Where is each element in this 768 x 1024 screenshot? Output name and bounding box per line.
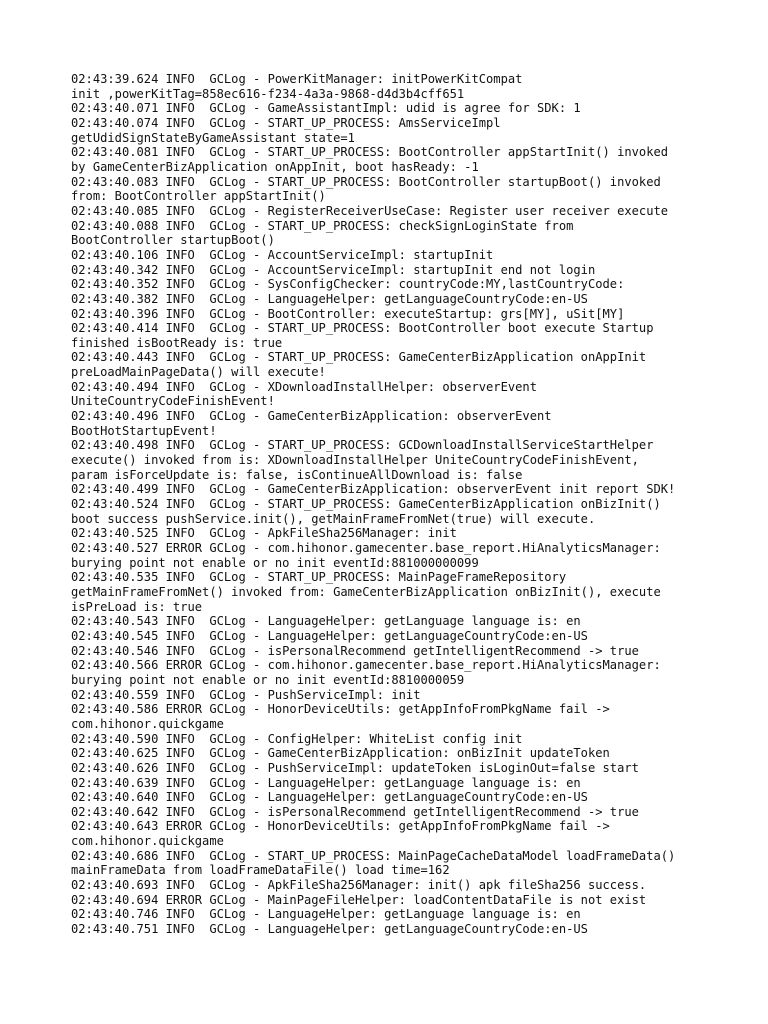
log-line: 02:43:40.639 INFO GCLog - LanguageHelper: getLanguage language is: en (71, 775, 581, 790)
log-line: 02:43:40.414 INFO GCLog - START_UP_PROCESS: BootController boot execute Startup (71, 321, 654, 336)
log-line: 02:43:40.524 INFO GCLog - START_UP_PROCESS: GameCenterBizApplication onBizInit() (71, 497, 661, 512)
log-line: 02:43:40.626 INFO GCLog - PushServiceImpl: updateToken isLoginOut=false start (71, 760, 639, 775)
log-line: 02:43:40.559 INFO GCLog - PushServiceImpl: init (71, 687, 421, 702)
log-line: init ,powerKitTag=858ec616-f234-4a3a-9868-d4d3b4cff651 (71, 86, 465, 101)
log-line: 02:43:40.640 INFO GCLog - LanguageHelper: getLanguageCountryCode:en-US (71, 790, 588, 805)
log-line: mainFrameData from loadFrameDataFile() load time=162 (71, 863, 450, 878)
log-line: 02:43:40.352 INFO GCLog - SysConfigChecker: countryCode:MY,lastCountryCode: (71, 277, 625, 292)
log-line: 02:43:40.081 INFO GCLog - START_UP_PROCESS: BootController appStartInit() invoked (71, 145, 669, 160)
log-line: preLoadMainPageData() will execute! (71, 365, 326, 380)
log-line: 02:43:40.586 ERROR GCLog - HonorDeviceUtils: getAppInfoFromPkgName fail -> (71, 702, 610, 717)
log-line: 02:43:40.543 INFO GCLog - LanguageHelper: getLanguage language is: en (71, 614, 581, 629)
log-line: 02:43:40.535 INFO GCLog - START_UP_PROCESS: MainPageFrameRepository (71, 570, 567, 585)
log-line: from: BootController appStartInit() (71, 189, 326, 204)
log-line: 02:43:40.545 INFO GCLog - LanguageHelper: getLanguageCountryCode:en-US (71, 628, 588, 643)
log-line: 02:43:40.694 ERROR GCLog - MainPageFileHelper: loadContentDataFile is not exist (71, 892, 647, 907)
log-line: 02:43:40.396 INFO GCLog - BootController: executeStartup: grs[MY], uSit[MY] (71, 306, 625, 321)
log-line: 02:43:39.624 INFO GCLog - PowerKitManager: initPowerKitCompat (71, 72, 523, 86)
log-line: 02:43:40.546 INFO GCLog - isPersonalRecommend getIntelligentRecommend -> true (71, 643, 639, 658)
log-line: burying point not enable or no init eventId:881000000099 (71, 555, 479, 570)
log-line: burying point not enable or no init eventId:8810000059 (71, 672, 465, 687)
log-line: isPreLoad is: true (71, 599, 203, 614)
log-line: getMainFrameFromNet() invoked from: GameCenterBizApplication onBizInit(), execute (71, 584, 661, 599)
log-line: 02:43:40.527 ERROR GCLog - com.hihonor.gamecenter.base_report.HiAnalyticsManager: (71, 541, 661, 555)
log-document (71, 72, 711, 937)
log-line: 02:43:40.498 INFO GCLog - START_UP_PROCESS: GCDownloadInstallServiceStartHelper (71, 438, 654, 453)
log-line: 02:43:40.643 ERROR GCLog - HonorDeviceUtils: getAppInfoFromPkgName fail -> (71, 819, 610, 834)
log-line: com.hihonor.quickgame (71, 716, 224, 731)
log-line: 02:43:40.382 INFO GCLog - LanguageHelper: getLanguageCountryCode:en-US (71, 291, 588, 306)
log-line: BootHotStartupEvent! (71, 423, 217, 438)
log-line: execute() invoked from is: XDownloadInstallHelper UniteCountryCodeFinishEvent, (71, 453, 639, 468)
log-line: 02:43:40.494 INFO GCLog - XDownloadInstallHelper: observerEvent (71, 379, 537, 394)
log-line: UniteCountryCodeFinishEvent! (71, 394, 275, 409)
log-line: 02:43:40.686 INFO GCLog - START_UP_PROCESS: MainPageCacheDataModel loadFrameData() (71, 848, 676, 863)
log-line: 02:43:40.443 INFO GCLog - START_UP_PROCESS: GameCenterBizApplication onAppInit (71, 350, 647, 365)
log-line: 02:43:40.499 INFO GCLog - GameCenterBizApplication: observerEvent init report SDK! (71, 482, 676, 497)
log-body (71, 72, 711, 937)
log-line: by GameCenterBizApplication onAppInit, boot hasReady: -1 (71, 159, 479, 174)
log-line: 02:43:40.071 INFO GCLog - GameAssistantImpl: udid is agree for SDK: 1 (71, 101, 581, 116)
log-line: param isForceUpdate is: false, isContinueAllDownload is: false (71, 467, 523, 482)
log-line: 02:43:40.642 INFO GCLog - isPersonalRecommend getIntelligentRecommend -> true (71, 804, 639, 819)
log-line: 02:43:40.106 INFO GCLog - AccountServiceImpl: startupInit (71, 247, 494, 262)
log-line: com.hihonor.quickgame (71, 834, 224, 849)
log-line: 02:43:40.746 INFO GCLog - LanguageHelper: getLanguage language is: en (71, 907, 581, 922)
log-line: 02:43:40.590 INFO GCLog - ConfigHelper: WhiteList config init (71, 731, 523, 746)
log-line: 02:43:40.566 ERROR GCLog - com.hihonor.gamecenter.base_report.HiAnalyticsManager: (71, 658, 661, 673)
log-line: 02:43:40.751 INFO GCLog - LanguageHelper: getLanguageCountryCode:en-US (71, 922, 588, 937)
log-line: 02:43:40.496 INFO GCLog - GameCenterBizApplication: observerEvent (71, 409, 552, 424)
log-line: boot success pushService.init(), getMainFrameFromNet(true) will execute. (71, 511, 596, 526)
log-line: 02:43:40.625 INFO GCLog - GameCenterBizApplication: onBizInit updateToken (71, 746, 610, 761)
log-line: 02:43:40.693 INFO GCLog - ApkFileSha256Manager: init() apk fileSha256 success. (71, 878, 647, 893)
log-line: BootController startupBoot() (71, 233, 275, 248)
log-line: 02:43:40.083 INFO GCLog - START_UP_PROCESS: BootController startupBoot() invoked (71, 174, 661, 189)
log-line: 02:43:40.074 INFO GCLog - START_UP_PROCESS: AmsServiceImpl (71, 115, 501, 130)
log-line: 02:43:40.088 INFO GCLog - START_UP_PROCESS: checkSignLoginState from (71, 218, 574, 233)
log-line: finished isBootReady is: true (71, 335, 283, 350)
log-line: getUdidSignStateByGameAssistant state=1 (71, 130, 355, 145)
log-line: 02:43:40.525 INFO GCLog - ApkFileSha256Manager: init (71, 526, 457, 541)
log-line: 02:43:40.085 INFO GCLog - RegisterReceiverUseCase: Register user receiver execute (71, 203, 669, 218)
log-line: 02:43:40.342 INFO GCLog - AccountServiceImpl: startupInit end not login (71, 262, 596, 277)
